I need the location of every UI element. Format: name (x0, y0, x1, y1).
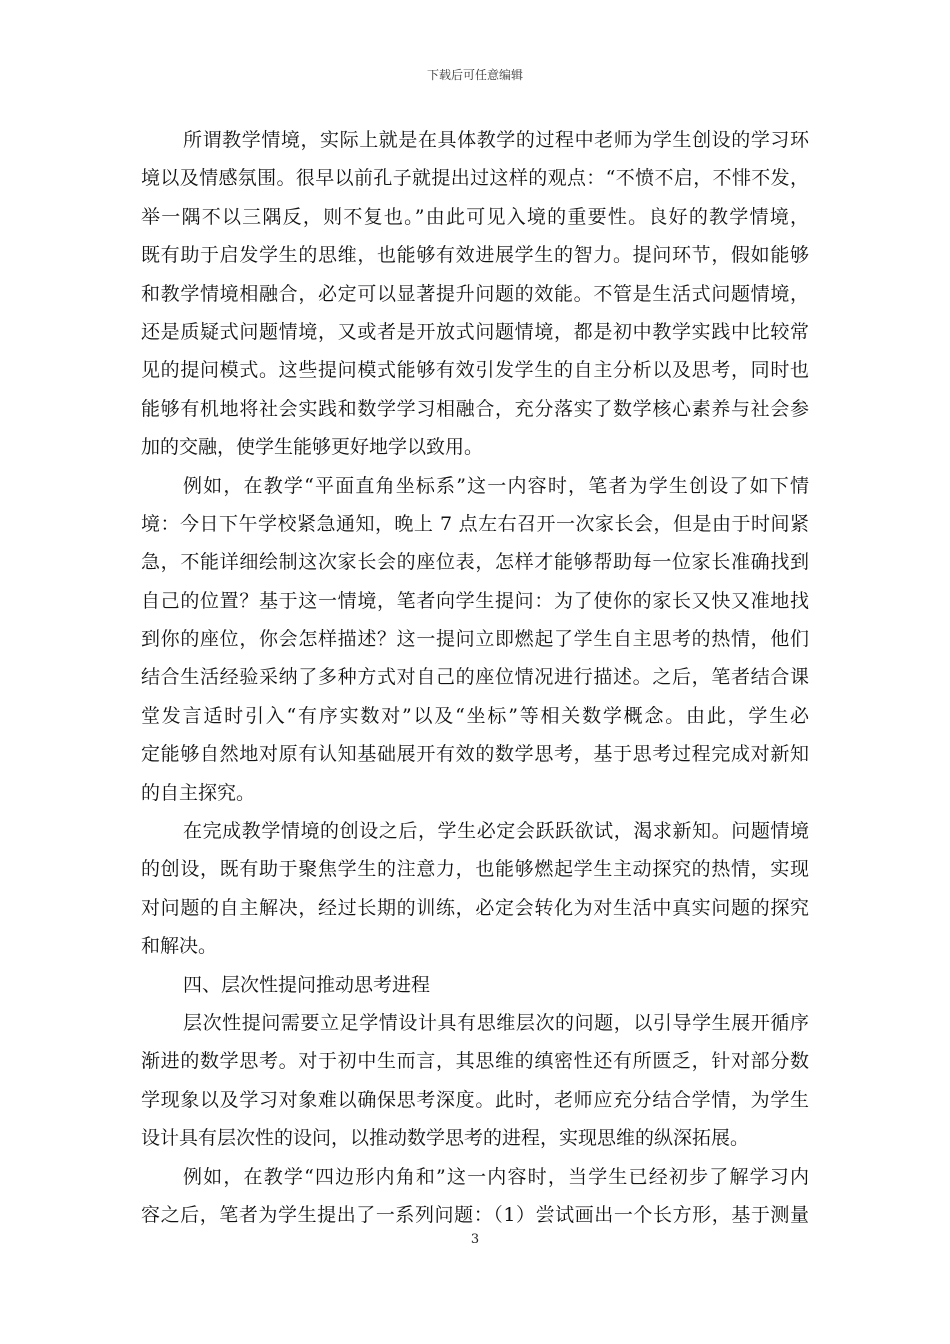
text-line: 加的交融，使学生能够更好地学以致用。 (141, 436, 484, 459)
text-line: 急，不能详细绘制这次家长会的座位表，怎样才能够帮助每一位家长准确找到 (141, 551, 809, 574)
text-line: 境以及情感氛围。很早以前孔子就提出过这样的观点：“不愤不启，不悱不发， (141, 167, 809, 190)
text-line: 的自主探究。 (141, 781, 256, 804)
text-line: 层次性提问需要立足学情设计具有思维层次的问题，以引导学生展开循序 (183, 1011, 809, 1034)
text-line: 例如，在教学“四边形内角和”这一内容时，当学生已经初步了解学习内 (183, 1165, 809, 1188)
page-number: 3 (470, 1232, 480, 1247)
text-line: 既有助于启发学生的思维，也能够有效进展学生的智力。提问环节，假如能够 (141, 244, 809, 267)
text-line: 自己的位置？基于这一情境，笔者向学生提问：为了使你的家长又快又准地找 (141, 589, 809, 612)
text-line: 举一隅不以三隅反，则不复也。”由此可见入境的重要性。良好的教学情境， (141, 205, 809, 228)
text-line: 渐进的数学思考。对于初中生而言，其思维的缜密性还有所匮乏，针对部分数 (141, 1050, 809, 1073)
text-line: 和教学情境相融合，必定可以显著提升问题的效能。不管是生活式问题情境， (141, 282, 809, 305)
paragraph (141, 121, 809, 467)
text-line: 四、层次性提问推动思考进程 (183, 973, 431, 996)
paragraph (141, 467, 809, 813)
text-line: 的创设，既有助于聚焦学生的注意力，也能够燃起学生主动探究的热情，实现 (141, 858, 809, 881)
paragraph (141, 812, 809, 966)
text-line: 例如，在教学“平面直角坐标系”这一内容时，笔者为学生创设了如下情 (183, 474, 809, 497)
text-line: 设计具有层次性的设问，以推动数学思考的进程，实现思维的纵深拓展。 (141, 1127, 750, 1150)
page-header: 下载后可任意编辑 (426, 68, 523, 82)
text-line: 容之后，笔者为学生提出了一系列问题：（1）尝试画出一个长方形，基于测量 (141, 1203, 809, 1226)
text-line: 还是质疑式问题情境，又或者是开放式问题情境，都是初中教学实践中比较常 (141, 320, 809, 343)
document-body (141, 121, 809, 1234)
text-line: 所谓教学情境，实际上就是在具体教学的过程中老师为学生创设的学习环 (183, 129, 809, 151)
text-line: 学现象以及学习对象难以确保思考深度。此时，老师应充分结合学情，为学生 (141, 1088, 809, 1111)
paragraph (141, 1158, 809, 1235)
paragraph (141, 1004, 809, 1158)
text-line: 结合生活经验采纳了多种方式对自己的座位情况进行描述。之后，笔者结合课 (141, 666, 809, 689)
paragraph (141, 966, 809, 1004)
text-line: 能够有机地将社会实践和数学学习相融合，充分落实了数学核心素养与社会参 (141, 397, 809, 420)
text-line: 见的提问模式。这些提问模式能够有效引发学生的自主分析以及思考，同时也 (141, 359, 809, 382)
text-line: 对问题的自主解决，经过长期的训练，必定会转化为对生活中真实问题的探究 (141, 896, 809, 919)
text-line: 定能够自然地对原有认知基础展开有效的数学思考，基于思考过程完成对新知 (141, 743, 809, 766)
text-line: 堂发言适时引入“有序实数对”以及“坐标”等相关数学概念。由此，学生必 (141, 704, 809, 727)
text-line: 到你的座位，你会怎样描述？这一提问立即燃起了学生自主思考的热情，他们 (141, 628, 809, 651)
text-line: 境：今日下午学校紧急通知，晚上 7 点左右召开一次家长会，但是由于时间紧 (141, 512, 809, 535)
text-line: 在完成教学情境的创设之后，学生必定会跃跃欲试，渴求新知。问题情境 (183, 820, 809, 843)
text-line: 和解决。 (141, 935, 218, 958)
